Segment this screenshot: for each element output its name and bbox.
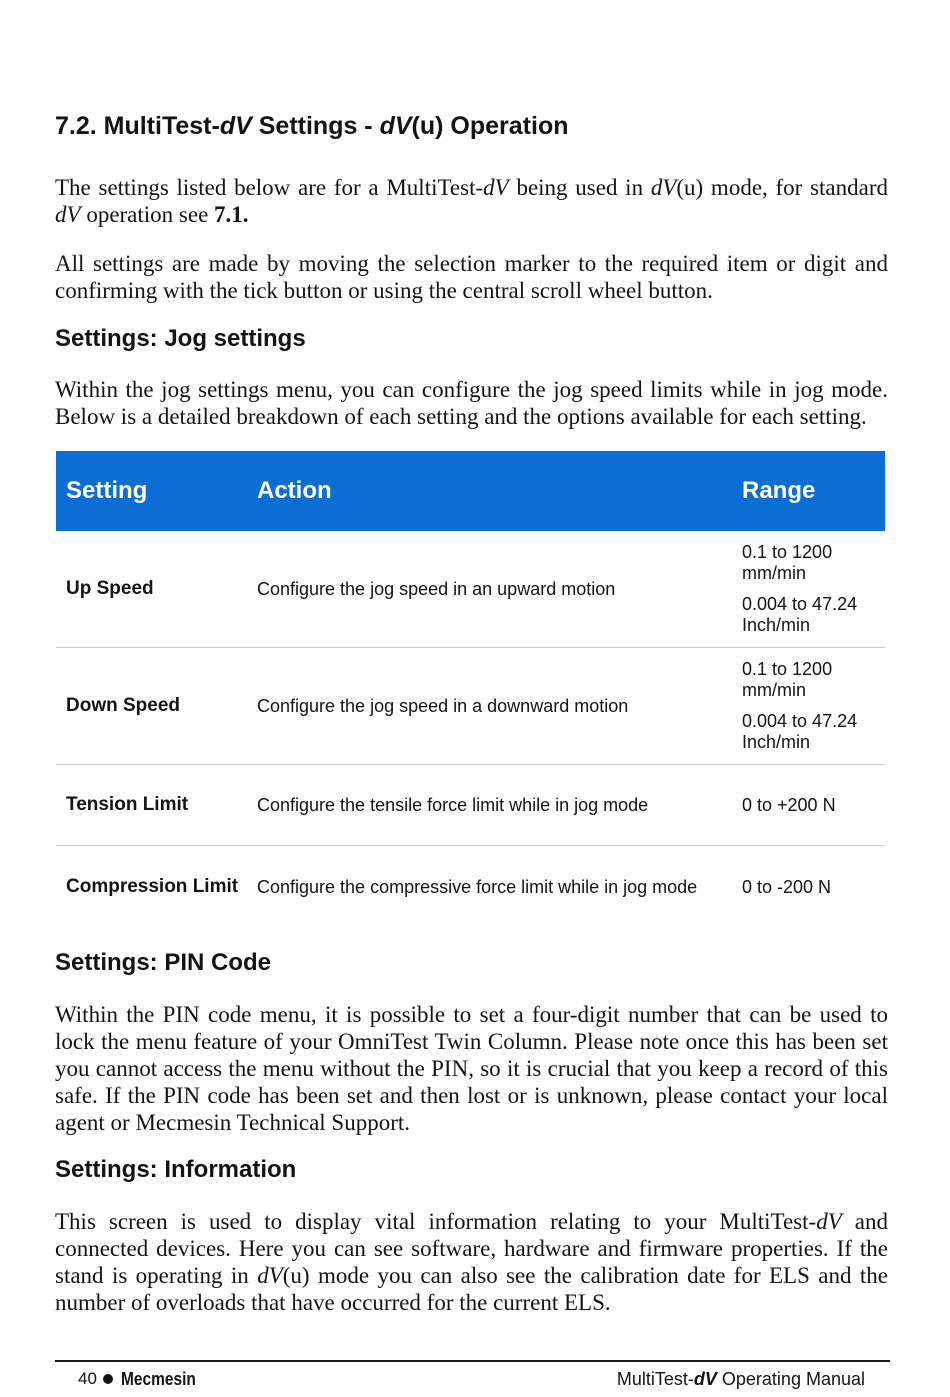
- setting-action: Configure the compressive force limit while in jog mode: [257, 876, 698, 897]
- dv-term: dV: [257, 1263, 283, 1288]
- page-number: 40: [78, 1369, 97, 1388]
- information-paragraph: [55, 1208, 888, 1316]
- column-header-range: Range: [742, 477, 816, 504]
- footer-rule: [55, 1360, 890, 1362]
- manual-title-text: Operating Manual: [716, 1369, 865, 1389]
- setting-action: Configure the jog speed in a downward motion: [257, 695, 629, 716]
- jog-settings-heading: Settings: Jog settings: [55, 325, 306, 352]
- range-value: 0 to -200 N: [742, 876, 832, 897]
- bullet-icon: [103, 1374, 113, 1384]
- jog-settings-paragraph: Within the jog settings menu, you can configure the jog speed limits while in jog mode. Below is a detailed breakdown of each setting and the options available for each setting.: [55, 377, 888, 429]
- table-row: [56, 531, 885, 648]
- range-value: 0.004 to 47.24 Inch/min: [742, 711, 858, 752]
- paragraph-text: This screen is used to display vital information relating to your MultiTest-: [55, 1209, 817, 1234]
- manual-title-text: MultiTest-: [616, 1369, 694, 1389]
- paragraph-text: The settings listed below are for a MultiTest-: [55, 175, 484, 200]
- setting-range: [732, 542, 885, 636]
- table-row: [56, 765, 885, 846]
- range-value: 0.1 to 1200 mm/min: [742, 659, 833, 700]
- dv-term: dV: [379, 112, 412, 140]
- setting-range: [732, 795, 885, 816]
- section-reference: 7.1.: [214, 202, 249, 227]
- setting-name: Down Speed: [66, 695, 181, 716]
- setting-action: Configure the tensile force limit while in jog mode: [257, 794, 649, 815]
- setting-range: [732, 877, 885, 898]
- section-heading: [55, 111, 568, 141]
- column-header-setting: Setting: [66, 477, 148, 504]
- range-value: 0.1 to 1200 mm/min: [742, 542, 833, 583]
- selection-paragraph: All settings are made by moving the selection marker to the required item or digit and confirming with the tick button or using the central scroll wheel button.: [55, 251, 888, 303]
- paragraph-text: (u) mode you can also see the calibration date for ELS and the number of overloads that have occurred for the current ELS.: [55, 1263, 888, 1315]
- table-header-row: [56, 451, 885, 531]
- intro-paragraph: [55, 174, 888, 228]
- dv-term: dV: [483, 175, 509, 200]
- heading-text: 7.2. MultiTest-: [55, 112, 220, 140]
- pin-code-paragraph: Within the PIN code menu, it is possible to set a four-digit number that can be used to lock the menu feature of your OmniTest Twin Column. Please note once this has been set you cannot access the menu without the PIN, so it is crucial that you keep a record of this safe. If the PIN code has been set and then lost or is unknown, please contact your local agent or Mecmesin Technical Support.: [55, 1002, 888, 1135]
- information-heading: Settings: Information: [55, 1156, 297, 1183]
- paragraph-text: (u) mode, for standard: [676, 175, 888, 200]
- dv-term: dV: [650, 175, 677, 200]
- dv-term: dV: [693, 1369, 717, 1389]
- brand-name: Mecmesin: [120, 1369, 196, 1389]
- manual-title: [617, 1369, 865, 1389]
- column-header-action: Action: [257, 477, 332, 504]
- paragraph-text: operation see: [80, 202, 215, 227]
- setting-name: Tension Limit: [66, 794, 189, 815]
- dv-term: dV: [219, 112, 252, 140]
- dv-term: dV: [55, 202, 81, 227]
- setting-name: Compression Limit: [66, 876, 239, 897]
- dv-term: dV: [816, 1209, 842, 1234]
- table-row: [56, 648, 885, 765]
- setting-name: Up Speed: [66, 578, 154, 599]
- heading-text: (u) Operation: [411, 112, 569, 140]
- range-value: 0.004 to 47.24 Inch/min: [742, 594, 858, 635]
- heading-text: Settings -: [251, 112, 380, 140]
- jog-settings-table: [56, 451, 885, 928]
- table-row: [56, 846, 885, 928]
- footer-left: [78, 1369, 208, 1389]
- pin-code-heading: Settings: PIN Code: [55, 949, 272, 976]
- paragraph-text: and connected devices. Here you can see software, hardware and firmware properties. If the stand is operating in: [55, 1209, 888, 1288]
- setting-range: [732, 659, 885, 753]
- paragraph-text: being used in: [508, 175, 651, 200]
- range-value: 0 to +200 N: [742, 794, 836, 815]
- setting-action: Configure the jog speed in an upward motion: [257, 578, 616, 599]
